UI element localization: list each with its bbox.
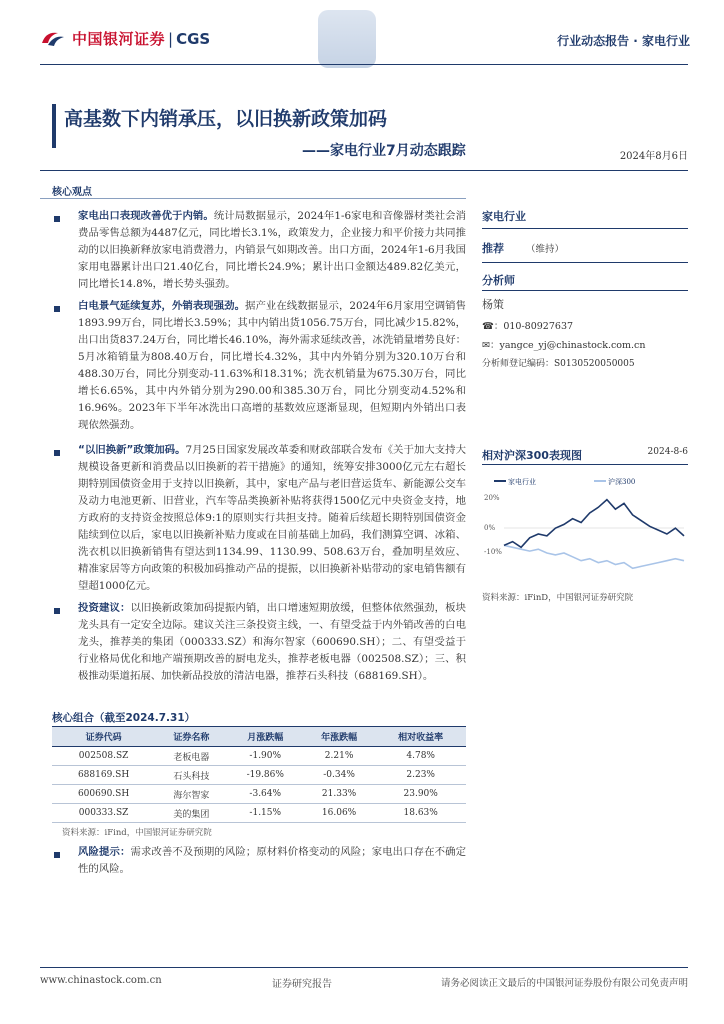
sidebar-rating: [482, 240, 688, 256]
table-cell: 21.33%: [303, 785, 376, 804]
column-header: 证券名称: [155, 727, 228, 747]
table-row: [52, 785, 466, 804]
brand-logo-icon: [40, 29, 66, 49]
report-type: 行业动态报告 · 家电行业: [557, 34, 690, 48]
table-cell: 海尔智家: [155, 785, 228, 804]
bullet-icon: [54, 306, 60, 312]
paragraph-risk: [78, 844, 466, 878]
column-header: 证券代码: [52, 727, 155, 747]
table-row: [52, 747, 466, 766]
footer-website[interactable]: www.chinastock.com.cn: [40, 975, 162, 986]
table-cell: 000333.SZ: [52, 804, 155, 823]
series-line-appliance: [504, 500, 684, 548]
y-tick-label: -10%: [484, 548, 502, 556]
risk-body: 需求改善不及预期的风险；原材料价格变动的风险；家电出口存在不确定性的风险。: [78, 846, 467, 875]
table-cell: 2.21%: [303, 747, 376, 766]
industry-label: 家电行业: [482, 210, 526, 223]
paragraph-head: 家电出口表现改善优于内销。: [78, 210, 214, 222]
footer-divider: [40, 967, 688, 968]
chart-source-note: 资料来源：iFinD，中国银河证券研究院: [482, 593, 634, 603]
table-cell: 18.63%: [375, 804, 466, 823]
paragraph-export: [78, 208, 466, 293]
paragraph-investment: [78, 600, 466, 685]
portfolio-title: 核心组合（截至2024.7.31）: [52, 712, 196, 724]
table-cell: -19.86%: [228, 766, 303, 785]
chart-header: [482, 447, 688, 463]
portfolio-table: [52, 726, 466, 823]
y-tick-label: 20%: [484, 494, 500, 502]
chart-title: 相对沪深300表现图: [482, 449, 582, 462]
analyst-phone: ☎：010-80927637: [482, 321, 574, 332]
title-accent-bar: [52, 104, 56, 148]
table-cell: 600690.SH: [52, 785, 155, 804]
bullet-icon: [54, 450, 60, 456]
table-cell: 688169.SH: [52, 766, 155, 785]
brand-name-en: CGS: [176, 29, 211, 48]
header-divider: [40, 64, 688, 65]
table-row: [52, 766, 466, 785]
y-tick-label: 0%: [484, 524, 496, 532]
table-cell: 4.78%: [375, 747, 466, 766]
risk-head: 风险提示：: [78, 846, 131, 858]
rating-value: （维持）: [526, 244, 565, 255]
table-cell: -3.64%: [228, 785, 303, 804]
chart-date: 2024-8-6: [647, 447, 688, 457]
relative-performance-chart: [482, 462, 688, 582]
table-cell: 2.23%: [375, 766, 466, 785]
table-cell: -0.34%: [303, 766, 376, 785]
table-row: [52, 804, 466, 823]
bullet-icon: [54, 216, 60, 222]
paragraph-head: “以旧换新”政策加码。: [78, 444, 186, 456]
table-cell: 23.90%: [375, 785, 466, 804]
report-title: 高基数下内销承压，以旧换新政策加码: [64, 108, 388, 130]
legend-label-1: 沪深300: [608, 478, 636, 486]
watermark-emblem: [318, 10, 376, 68]
table-header-row: [52, 727, 466, 747]
paragraph-white-goods: [78, 298, 466, 434]
paragraph-body: 统计局数据显示，2024年1-6家电和音像器材类社会消费品零售总额为4487亿元，同比增长3.1%，政策发力，企业接力和平价接力共同推动的以旧换新释放家电消费潜力，内销景气如期改善。出口方面，2024年1-6月我国家用电器累计出口21.40亿台，同比增长24.9%；累计出口金额达489.82亿美元，同比增长14.8%，增长势头强劲。: [78, 210, 466, 290]
analyst-name: 杨策: [482, 298, 504, 311]
brand-logo: [40, 28, 210, 49]
analyst-label: 分析师: [482, 274, 515, 287]
sidebar-industry: [482, 208, 688, 224]
page-header: [0, 0, 724, 80]
core-view-label: 核心观点: [52, 187, 92, 198]
footer-disclaimer: 请务必阅读正文最后的中国银河证券股份有限公司免责声明: [440, 978, 688, 989]
report-date: 2024年8月6日: [619, 151, 688, 162]
core-view-divider: [40, 198, 466, 199]
column-header: 月涨跌幅: [228, 727, 303, 747]
sidebar-divider: [482, 228, 688, 229]
table-source-note: 资料来源：iFind，中国银河证券研究院: [62, 828, 212, 838]
paragraph-head: 白电景气延续复苏，外销表现强劲。: [78, 300, 246, 312]
column-header: 相对收益率: [375, 727, 466, 747]
analyst-cert: 分析师登记编码：S0130520050005: [482, 359, 635, 369]
sidebar-divider: [482, 290, 688, 291]
bullet-icon: [54, 608, 60, 614]
analyst-info: [482, 296, 688, 369]
table-cell: 16.06%: [303, 804, 376, 823]
footer-center: 证券研究报告: [272, 979, 332, 990]
table-cell: -1.15%: [228, 804, 303, 823]
paragraph-body: 据产业在线数据显示，2024年6月家用空调销售1893.99万台，同比增长3.59%；其中内销出货1056.75万台，同比减少15.82%，出口出货837.24万台，同比增长46.10%，海外需求延续改善，冰洗销量增势良好：5月冰箱销量为808.40万台，同比增长4.32%，其中内外销分别为320.10万台和488.30万台，同比分别变动-11.63%和18.31%；洗衣机销量为675.30万台，同比增长6.65%，其中内外销分别为290.00和385.30万台，同比分别变动4.52%和16.96%。2023年下半年冰洗出口高增的基数效应逐渐显现，但短期内外销出口表现依然强劲。: [78, 300, 466, 431]
title-divider: [40, 170, 688, 171]
paragraph-policy: [78, 442, 466, 595]
paragraph-head: 投资建议：: [78, 602, 131, 614]
rating-label: 推荐: [482, 242, 504, 255]
series-line-hs300: [504, 545, 684, 568]
table-cell: 老板电器: [155, 747, 228, 766]
table-cell: 美的集团: [155, 804, 228, 823]
analyst-email[interactable]: ✉：yangce_yj@chinastock.com.cn: [482, 340, 646, 351]
table-cell: 石头科技: [155, 766, 228, 785]
sidebar-analyst: [482, 272, 688, 288]
table-cell: 002508.SZ: [52, 747, 155, 766]
paragraph-body: 以旧换新政策加码提振内销，出口增速短期放缓，但整体依然强劲，板块龙头具有一定安全边际。建议关注三条投资主线，一、有望受益于内外销改善的白电龙头，推荐美的集团（000333.SZ）和海尔智家（600690.SH）；二、有望受益于行业格局优化和地产端预期改善的厨电龙头，推荐老板电器（002508.SZ）；三、积极推动渠道拓展、加快新品投放的清洁电器，推荐石头科技（688169.SH）。: [78, 602, 467, 682]
brand-name-cn: 中国银河证券: [72, 30, 166, 48]
bullet-icon: [54, 852, 60, 858]
sidebar-divider: [482, 262, 688, 263]
column-header: 年涨跌幅: [303, 727, 376, 747]
paragraph-body: 7月25日国家发展改革委和财政部联合发布《关于加大支持大规模设备更新和消费品以旧换新的若干措施》的通知，统筹安排3000亿元左右超长期特别国债资金用于支持以旧换新，其中，家电产品与老旧营运货车、新能源公交车及动力电池更新、旧营业，汽车等品类换新补贴将获得1500亿元中央资金支持，地方政府的支持资金按照总体9:1的原则实行共担支持。随着后续超长期特别国债资金陆续到位以后，家电以旧换新补贴力度或在目前基础上加码，我们测算空调、冰箱、洗衣机以旧换新销售有望达到1134.99、1130.99、508.63万台，叠加明星效应、精准家居等方向政策的积极加码推动产品的提振，以旧换新补贴带动的家电销售额有望超1000亿元。: [78, 444, 466, 592]
brand-separator: |: [168, 29, 174, 48]
legend-label-0: 家电行业: [508, 478, 536, 486]
report-subtitle: ——家电行业7月动态跟踪: [302, 143, 466, 159]
table-cell: -1.90%: [228, 747, 303, 766]
